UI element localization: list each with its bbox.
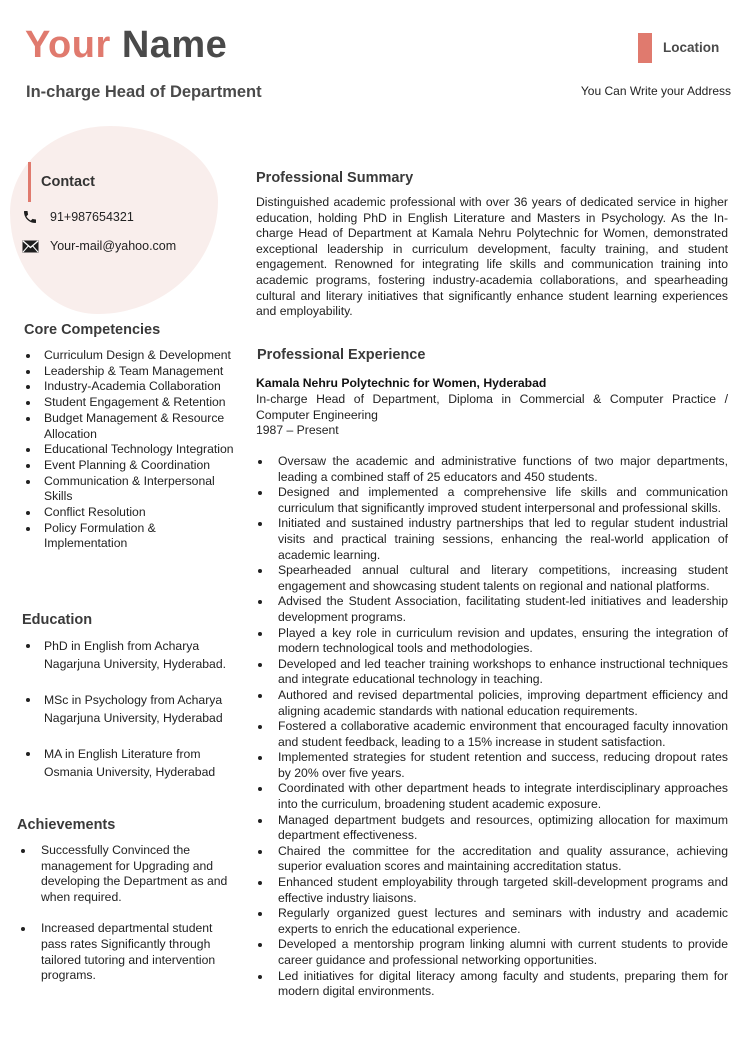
- list-item: Leadership & Team Management: [24, 364, 234, 380]
- list-item: Played a key role in curriculum revision and updates, ensuring the integration of modern technological tools and methodologies.: [256, 626, 728, 657]
- list-item: Advised the Student Association, facilitating student-led initiatives and leadership development programs.: [256, 594, 728, 625]
- list-item: Oversaw the academic and administrative functions of two major departments, leading a combined staff of 25 educators and 450 students.: [256, 454, 728, 485]
- job-position: In-charge Head of Department, Diploma in Commercial & Computer Practice / Computer Engineering: [256, 392, 728, 422]
- list-item: Fostered a collaborative academic environment that encouraged faculty innovation and student feedback, leading to a 15% increase in student satisfaction.: [256, 719, 728, 750]
- list-item: Developed and led teacher training workshops to enhance instructional techniques and integrate educational technology in teaching.: [256, 657, 728, 688]
- first-name: Your: [25, 24, 111, 66]
- list-item: Student Engagement & Retention: [24, 395, 234, 411]
- list-item: Regularly organized guest lectures and seminars with industry and academic experts to enrich the educational experience.: [256, 906, 728, 937]
- contact-phone: [21, 210, 134, 224]
- summary-text: Distinguished academic professional with over 36 years of dedicated service in higher education, holding PhD in English Literature and Masters in Psychology. As the In-charge Head of Department at Kamala Nehru Polytechnic for Women, demonstrated exceptional leadership in curriculum development, faculty training, and student engagement. Renowned for integrating life skills and communication training into academic programs, fostering industry-academia collaborations, and spearheading cultural and literary initiatives that significantly enhance student learning experiences and employability.: [256, 195, 728, 319]
- list-item: Initiated and sustained industry partnerships that led to regular student industrial visits and practical training sessions, enhancing the real-world application of academic learning.: [256, 516, 728, 563]
- location-label: Location: [663, 40, 720, 55]
- list-item: MA in English Literature from Osmania University, Hyderabad: [24, 745, 234, 781]
- list-item: Conflict Resolution: [24, 505, 234, 521]
- job-organization: Kamala Nehru Polytechnic for Women, Hyderabad: [256, 376, 547, 390]
- list-item: Educational Technology Integration: [24, 442, 234, 458]
- list-item: Chaired the committee for the accreditation and quality assurance, achieving superior evaluation scores and maintaining accreditation status.: [256, 844, 728, 875]
- location-accent-bar: [638, 33, 652, 63]
- job-role: In-charge Head of Department: [26, 83, 262, 101]
- list-item: Coordinated with other department heads to integrate interdisciplinary approaches into the curriculum, broadening student academic exposure.: [256, 781, 728, 812]
- achievements-list: [19, 843, 231, 1000]
- list-item: Successfully Convinced the management for Upgrading and developing the Department as and when required.: [19, 843, 231, 905]
- email-address: Your-mail@yahoo.com: [50, 239, 177, 253]
- list-item: Industry-Academia Collaboration: [24, 379, 234, 395]
- education-list: [24, 637, 234, 799]
- list-item: Led initiatives for digital literacy among faculty and students, preparing them for modern digital environments.: [256, 969, 728, 1000]
- list-item: Communication & Interpersonal Skills: [24, 474, 234, 505]
- list-item: Developed a mentorship program linking alumni with current students to provide career guidance and professional networking opportunities.: [256, 937, 728, 968]
- contact-accent-bar: [28, 162, 31, 202]
- address: You Can Write your Address: [580, 84, 731, 98]
- list-item: Implemented strategies for student retention and success, reducing dropout rates by 20% over five years.: [256, 750, 728, 781]
- achievements-heading: Achievements: [17, 817, 116, 833]
- list-item: Spearheaded annual cultural and literary competitions, increasing student engagement and showcasing student talents on regional and national platforms.: [256, 563, 728, 594]
- education-heading: Education: [22, 612, 93, 628]
- last-name: Name: [121, 24, 228, 66]
- list-item: MSc in Psychology from Acharya Nagarjuna University, Hyderabad: [24, 691, 234, 727]
- list-item: Event Planning & Coordination: [24, 458, 234, 474]
- list-item: Designed and implemented a comprehensive life skills and communication curriculum that significantly improved student interpersonal and professional skills.: [256, 485, 728, 516]
- list-item: Curriculum Design & Development: [24, 348, 234, 364]
- resume-name: [25, 24, 227, 67]
- contact-heading: Contact: [41, 174, 95, 190]
- list-item: Enhanced student employability through targeted skill-development programs and effective industry liaisons.: [256, 875, 728, 906]
- summary-heading: Professional Summary: [256, 170, 414, 186]
- experience-heading: Professional Experience: [257, 347, 426, 363]
- list-item: PhD in English from Acharya Nagarjuna University, Hyderabad.: [24, 637, 234, 673]
- list-item: Budget Management & Resource Allocation: [24, 411, 234, 442]
- envelope-icon: [21, 239, 39, 253]
- list-item: Policy Formulation & Implementation: [24, 521, 234, 552]
- list-item: Managed department budgets and resources, optimizing allocation for maximum department effectiveness.: [256, 813, 728, 844]
- job-dates: 1987 – Present: [256, 423, 339, 437]
- experience-duties-list: [256, 454, 728, 1000]
- competencies-list: [24, 348, 234, 552]
- competencies-heading: Core Competencies: [24, 322, 161, 338]
- list-item: Increased departmental student pass rates Significantly through tailored tutoring and intervention programs.: [19, 921, 231, 983]
- contact-email: [21, 239, 176, 253]
- phone-icon: [21, 210, 39, 224]
- phone-number: 91+987654321: [50, 210, 134, 224]
- list-item: Authored and revised departmental policies, improving department efficiency and aligning academic standards with national education requirements.: [256, 688, 728, 719]
